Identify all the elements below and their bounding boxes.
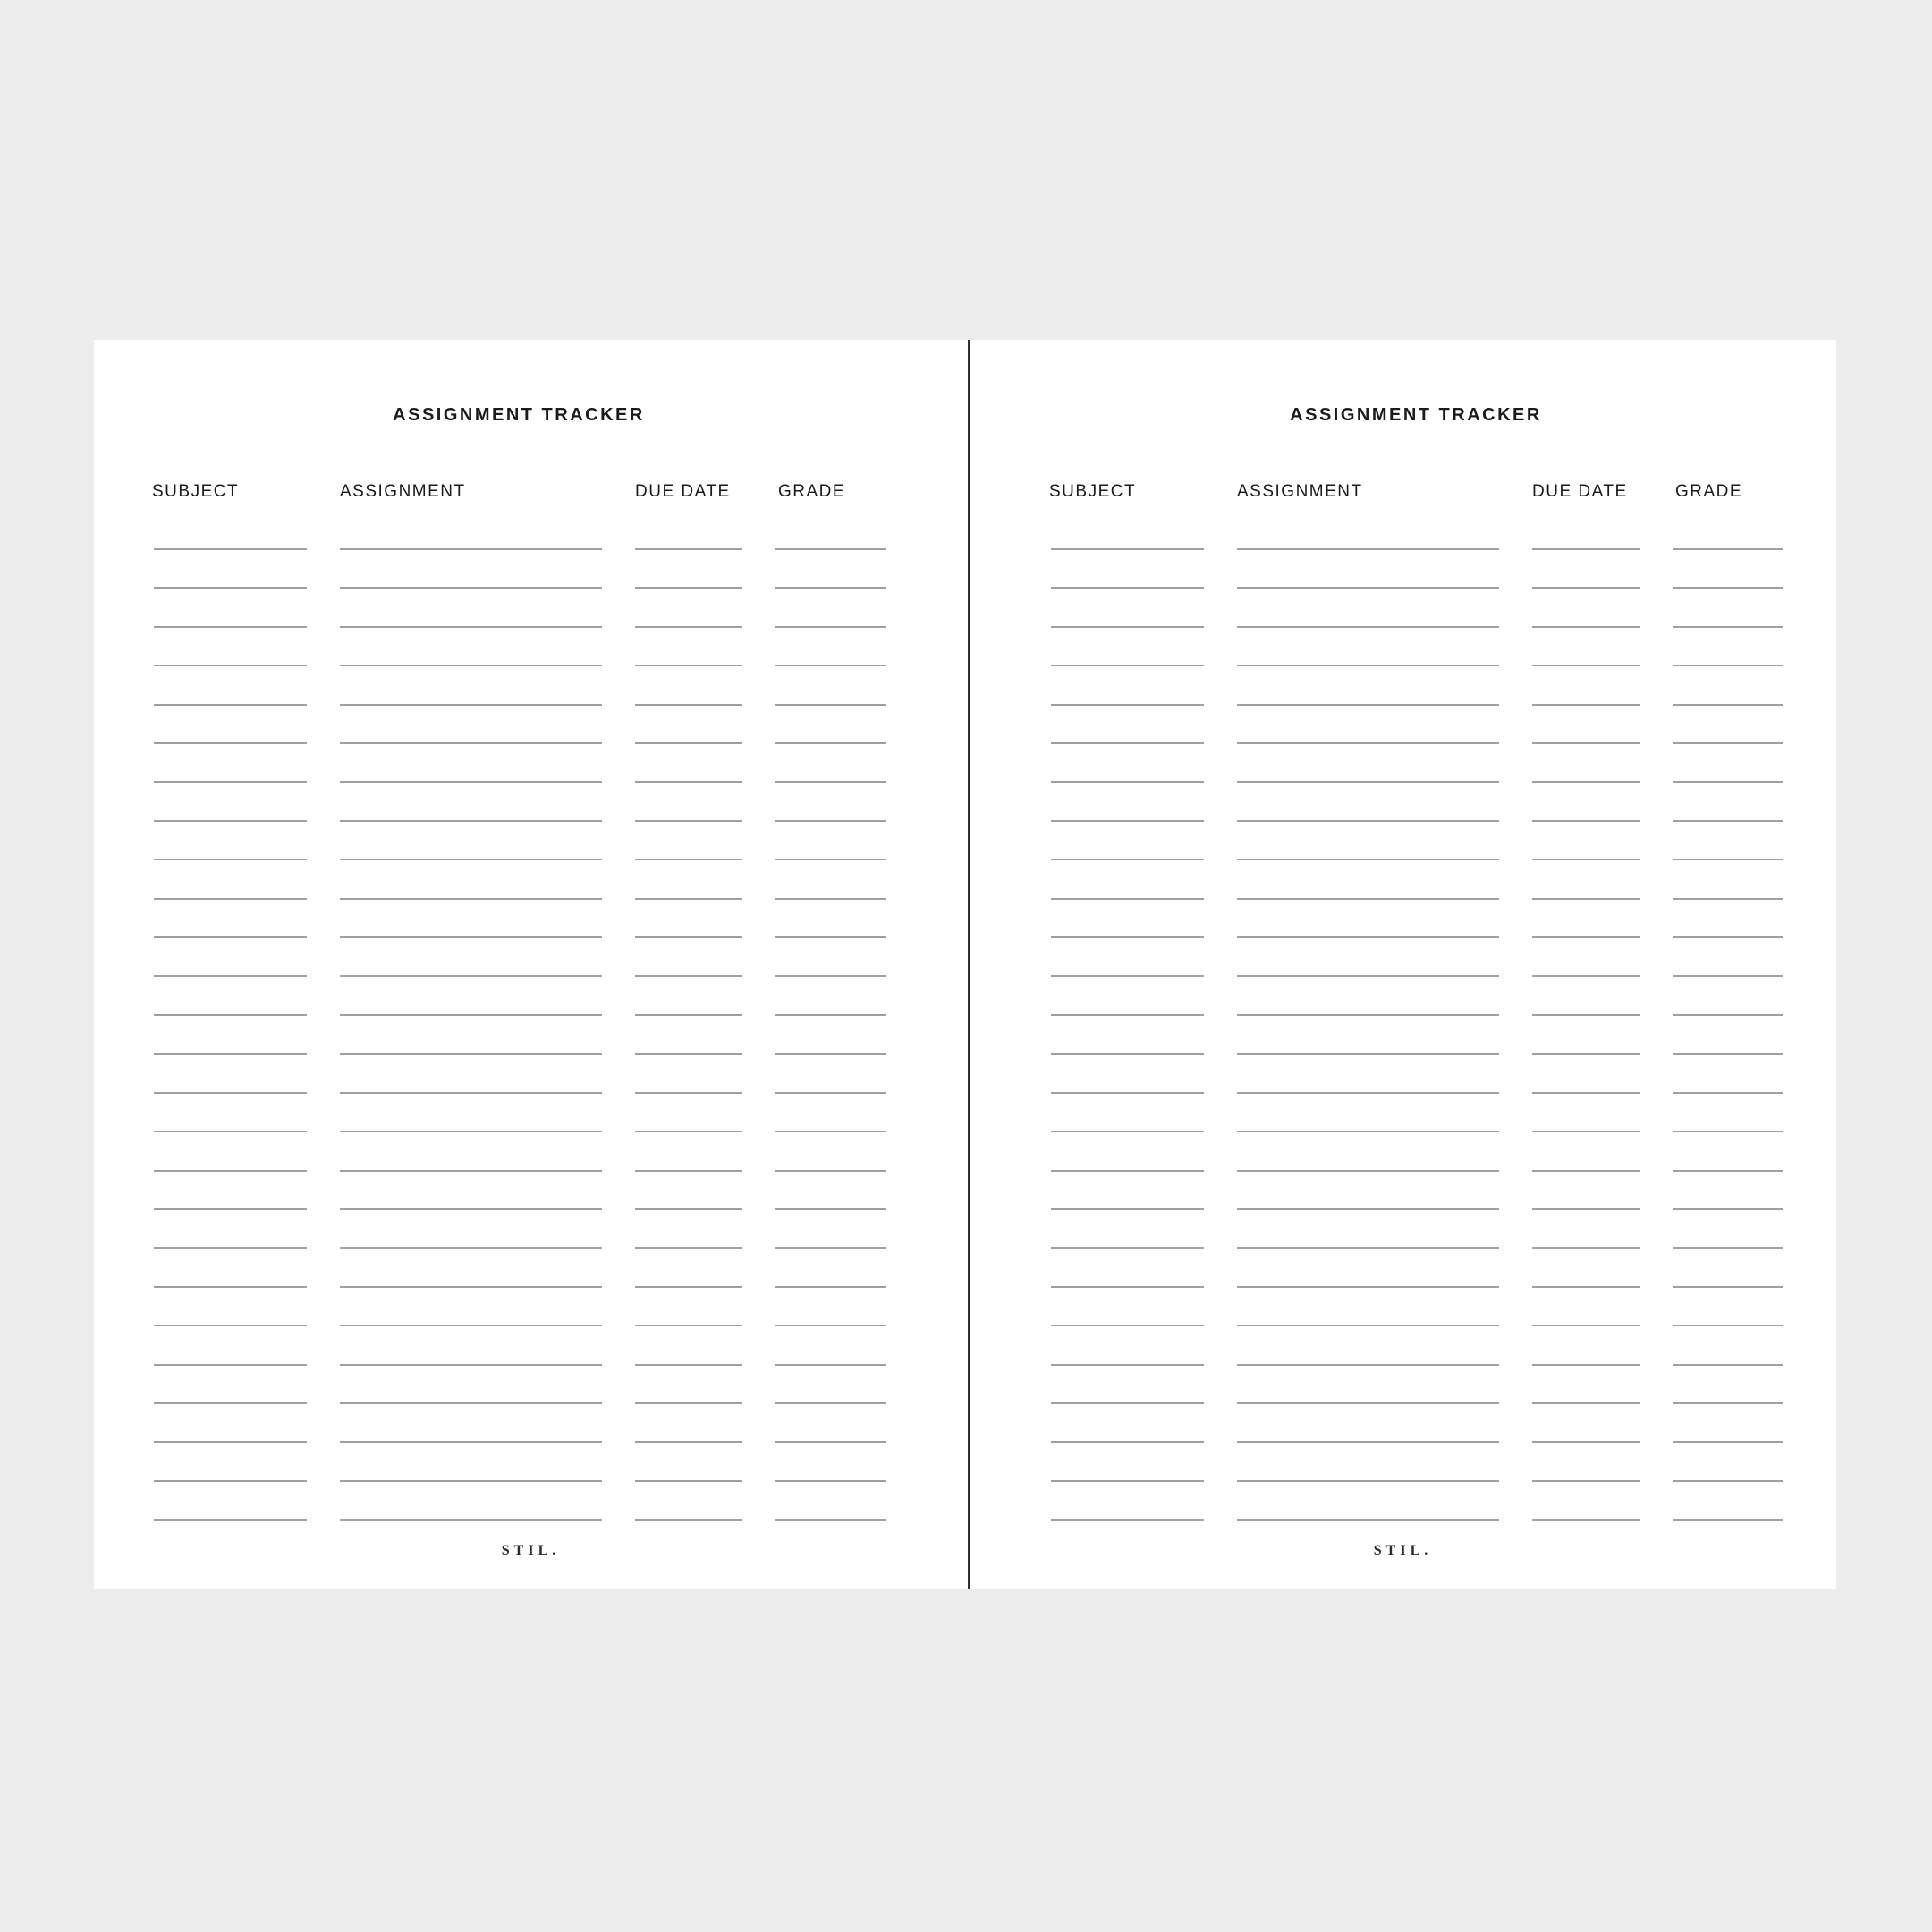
writing-line (1532, 1131, 1640, 1132)
writing-line (1673, 1325, 1783, 1326)
writing-line (775, 781, 886, 783)
writing-line (1237, 704, 1499, 706)
writing-line (340, 1402, 602, 1404)
writing-line (1673, 548, 1783, 550)
writing-line (154, 1286, 307, 1288)
ruled-row (1049, 936, 1783, 975)
writing-line (1532, 936, 1640, 938)
column-header-grade: GRADE (1675, 482, 1743, 501)
writing-line (1051, 704, 1204, 706)
page-left (94, 340, 968, 1589)
writing-line (635, 1053, 742, 1055)
writing-line (1532, 1092, 1640, 1094)
writing-line (340, 781, 602, 783)
writing-line (775, 1170, 886, 1172)
writing-line (154, 1092, 307, 1094)
writing-line (340, 1441, 602, 1443)
writing-line (1532, 626, 1640, 628)
writing-line (635, 1131, 742, 1132)
writing-line (1673, 626, 1783, 628)
page-right (970, 340, 1836, 1589)
writing-line (1237, 975, 1499, 977)
ruled-row (152, 1131, 886, 1169)
writing-line (340, 1364, 602, 1366)
writing-line (635, 975, 742, 977)
writing-line (1237, 1402, 1499, 1404)
writing-line (635, 548, 742, 550)
writing-line (340, 820, 602, 822)
writing-line (1051, 1286, 1204, 1288)
writing-line (1237, 1519, 1499, 1521)
writing-line (775, 975, 886, 977)
ruled-row (152, 975, 886, 1013)
writing-line (340, 1014, 602, 1016)
writing-line (1673, 704, 1783, 706)
writing-line (340, 936, 602, 938)
writing-line (340, 1208, 602, 1210)
writing-line (154, 742, 307, 744)
writing-line (1673, 898, 1783, 900)
writing-line (154, 1364, 307, 1366)
ruled-row (1049, 1092, 1783, 1131)
writing-line (1237, 587, 1499, 589)
column-header-grade: GRADE (778, 482, 846, 501)
writing-line (635, 1402, 742, 1404)
writing-line (635, 1441, 742, 1443)
writing-line (154, 1519, 307, 1521)
ruled-rows (152, 548, 886, 1558)
ruled-row (1049, 859, 1783, 897)
writing-line (340, 548, 602, 550)
writing-line (775, 1325, 886, 1326)
writing-line (340, 1092, 602, 1094)
writing-line (154, 1325, 307, 1326)
writing-line (1673, 1402, 1783, 1404)
writing-line (635, 1208, 742, 1210)
writing-line (1673, 936, 1783, 938)
ruled-row (1049, 548, 1783, 587)
writing-line (1532, 742, 1640, 744)
writing-line (340, 1480, 602, 1482)
writing-line (1051, 1441, 1204, 1443)
writing-line (1051, 1208, 1204, 1210)
writing-line (1673, 1480, 1783, 1482)
ruled-row (1049, 704, 1783, 742)
writing-line (1673, 1131, 1783, 1132)
writing-line (340, 742, 602, 744)
writing-line (1051, 665, 1204, 666)
writing-line (154, 936, 307, 938)
ruled-row (1049, 1325, 1783, 1363)
writing-line (1532, 1325, 1640, 1326)
writing-line (1532, 1480, 1640, 1482)
writing-line (1532, 665, 1640, 666)
writing-line (1673, 1208, 1783, 1210)
ruled-rows (1049, 548, 1783, 1558)
tracker-table (1049, 340, 1783, 1589)
writing-line (775, 587, 886, 589)
writing-line (1673, 665, 1783, 666)
writing-line (1532, 587, 1640, 589)
writing-line (1051, 859, 1204, 860)
writing-line (635, 626, 742, 628)
ruled-row (152, 1014, 886, 1053)
ruled-row (152, 1364, 886, 1402)
writing-line (1051, 742, 1204, 744)
ruled-row (152, 626, 886, 665)
writing-line (1237, 665, 1499, 666)
ruled-row (152, 1247, 886, 1285)
writing-line (1051, 1364, 1204, 1366)
page-title: ASSIGNMENT TRACKER (1290, 405, 1542, 425)
writing-line (1237, 1364, 1499, 1366)
writing-line (154, 1208, 307, 1210)
ruled-row (1049, 1441, 1783, 1479)
writing-line (1673, 781, 1783, 783)
writing-line (1051, 587, 1204, 589)
writing-line (1673, 587, 1783, 589)
ruled-row (152, 587, 886, 625)
ruled-row (1049, 1014, 1783, 1053)
writing-line (1051, 1402, 1204, 1404)
column-header-assignment: ASSIGNMENT (340, 482, 466, 501)
ruled-row (1049, 1480, 1783, 1519)
writing-line (1051, 1170, 1204, 1172)
writing-line (1673, 1092, 1783, 1094)
writing-line (775, 1364, 886, 1366)
column-header-due-date: DUE DATE (635, 482, 731, 501)
writing-line (154, 1131, 307, 1132)
writing-line (635, 742, 742, 744)
ruled-row (1049, 1170, 1783, 1208)
writing-line (1237, 1480, 1499, 1482)
writing-line (154, 781, 307, 783)
writing-line (1532, 1014, 1640, 1016)
writing-line (1532, 1441, 1640, 1443)
writing-line (154, 1480, 307, 1482)
column-header-due-date: DUE DATE (1532, 482, 1628, 501)
writing-line (340, 1170, 602, 1172)
writing-line (1673, 859, 1783, 860)
writing-line (635, 1014, 742, 1016)
writing-line (1237, 898, 1499, 900)
writing-line (1673, 820, 1783, 822)
writing-line (154, 859, 307, 860)
writing-line (1532, 548, 1640, 550)
ruled-row (152, 1441, 886, 1479)
ruled-row (1049, 626, 1783, 665)
writing-line (635, 1325, 742, 1326)
writing-line (154, 1247, 307, 1249)
writing-line (1237, 1053, 1499, 1055)
writing-line (1051, 820, 1204, 822)
ruled-row (152, 1208, 886, 1247)
writing-line (775, 1441, 886, 1443)
writing-line (1673, 1286, 1783, 1288)
tracker-table (152, 340, 886, 1589)
writing-line (775, 820, 886, 822)
writing-line (1237, 1247, 1499, 1249)
ruled-row (152, 704, 886, 742)
ruled-row (1049, 1402, 1783, 1441)
writing-line (1237, 1286, 1499, 1288)
writing-line (154, 820, 307, 822)
writing-line (635, 1170, 742, 1172)
writing-line (1532, 975, 1640, 977)
page-title: ASSIGNMENT TRACKER (393, 405, 645, 425)
writing-line (1532, 1519, 1640, 1521)
writing-line (635, 1364, 742, 1366)
writing-line (1237, 548, 1499, 550)
ruled-row (1049, 975, 1783, 1013)
writing-line (154, 1053, 307, 1055)
writing-line (340, 626, 602, 628)
writing-line (1051, 1519, 1204, 1521)
writing-line (1051, 936, 1204, 938)
writing-line (635, 1092, 742, 1094)
writing-line (1673, 1053, 1783, 1055)
writing-line (775, 1092, 886, 1094)
ruled-row (152, 820, 886, 859)
writing-line (635, 820, 742, 822)
writing-line (154, 665, 307, 666)
writing-line (1532, 898, 1640, 900)
writing-line (154, 1402, 307, 1404)
writing-line (1532, 1247, 1640, 1249)
brand-logo: STIL. (1373, 1543, 1433, 1558)
writing-line (775, 742, 886, 744)
ruled-row (1049, 1131, 1783, 1169)
writing-line (635, 859, 742, 860)
ruled-row (152, 1402, 886, 1441)
writing-line (775, 859, 886, 860)
writing-line (1673, 1014, 1783, 1016)
writing-line (775, 1053, 886, 1055)
writing-line (1051, 975, 1204, 977)
ruled-row (1049, 781, 1783, 819)
column-headers (1049, 483, 1783, 504)
writing-line (775, 1014, 886, 1016)
ruled-row (152, 1325, 886, 1363)
writing-line (1532, 781, 1640, 783)
ruled-row (152, 1170, 886, 1208)
writing-line (1237, 626, 1499, 628)
writing-line (775, 1208, 886, 1210)
writing-line (154, 898, 307, 900)
writing-line (1237, 859, 1499, 860)
writing-line (154, 1441, 307, 1443)
writing-line (1237, 742, 1499, 744)
writing-line (1051, 1325, 1204, 1326)
ruled-row (1049, 820, 1783, 859)
brand-logo: STIL. (501, 1543, 561, 1558)
writing-line (1051, 898, 1204, 900)
writing-line (1673, 1441, 1783, 1443)
writing-line (1532, 820, 1640, 822)
writing-line (1673, 742, 1783, 744)
writing-line (154, 548, 307, 550)
writing-line (635, 587, 742, 589)
ruled-row (152, 742, 886, 781)
column-headers (152, 483, 886, 504)
ruled-row (152, 548, 886, 587)
column-header-assignment: ASSIGNMENT (1237, 482, 1363, 501)
writing-line (635, 936, 742, 938)
writing-line (635, 665, 742, 666)
writing-line (1532, 859, 1640, 860)
ruled-row (152, 1286, 886, 1325)
writing-line (340, 898, 602, 900)
writing-line (1237, 1170, 1499, 1172)
writing-line (340, 704, 602, 706)
writing-line (154, 1170, 307, 1172)
ruled-row (1049, 665, 1783, 703)
writing-line (340, 859, 602, 860)
writing-line (1532, 1170, 1640, 1172)
writing-line (1532, 1286, 1640, 1288)
planner-spread (94, 340, 1836, 1589)
writing-line (775, 1519, 886, 1521)
writing-line (1237, 781, 1499, 783)
writing-line (775, 1480, 886, 1482)
writing-line (775, 1247, 886, 1249)
ruled-row (1049, 1247, 1783, 1285)
writing-line (1051, 548, 1204, 550)
writing-line (1051, 626, 1204, 628)
writing-line (154, 587, 307, 589)
writing-line (1051, 781, 1204, 783)
writing-line (635, 1247, 742, 1249)
ruled-row (152, 781, 886, 819)
writing-line (1237, 1014, 1499, 1016)
column-header-subject: SUBJECT (152, 482, 240, 501)
writing-line (154, 1014, 307, 1016)
writing-line (1532, 1208, 1640, 1210)
writing-line (775, 936, 886, 938)
ruled-row (152, 1480, 886, 1519)
writing-line (1673, 1247, 1783, 1249)
writing-line (340, 1053, 602, 1055)
writing-line (154, 626, 307, 628)
writing-line (635, 1480, 742, 1482)
writing-line (775, 1131, 886, 1132)
writing-line (340, 587, 602, 589)
writing-line (340, 1131, 602, 1132)
writing-line (1051, 1247, 1204, 1249)
writing-line (1532, 704, 1640, 706)
ruled-row (152, 1092, 886, 1131)
writing-line (1051, 1480, 1204, 1482)
writing-line (1237, 820, 1499, 822)
writing-line (340, 1519, 602, 1521)
ruled-row (1049, 742, 1783, 781)
writing-line (635, 704, 742, 706)
ruled-row (152, 665, 886, 703)
ruled-row (152, 1053, 886, 1091)
writing-line (1051, 1053, 1204, 1055)
column-header-subject: SUBJECT (1049, 482, 1137, 501)
writing-line (1237, 1325, 1499, 1326)
writing-line (635, 1519, 742, 1521)
ruled-row (152, 859, 886, 897)
writing-line (1051, 1092, 1204, 1094)
ruled-row (1049, 1208, 1783, 1247)
writing-line (340, 665, 602, 666)
writing-line (1237, 1131, 1499, 1132)
ruled-row (152, 936, 886, 975)
writing-line (1673, 1170, 1783, 1172)
writing-line (1237, 1092, 1499, 1094)
writing-line (775, 704, 886, 706)
writing-line (1673, 975, 1783, 977)
writing-line (635, 898, 742, 900)
ruled-row (1049, 1053, 1783, 1091)
writing-line (1051, 1014, 1204, 1016)
writing-line (1237, 1208, 1499, 1210)
writing-line (1532, 1053, 1640, 1055)
writing-line (1237, 936, 1499, 938)
ruled-row (1049, 1364, 1783, 1402)
writing-line (775, 1402, 886, 1404)
ruled-row (1049, 587, 1783, 625)
writing-line (775, 898, 886, 900)
ruled-row (1049, 898, 1783, 936)
writing-line (775, 626, 886, 628)
writing-line (1051, 1131, 1204, 1132)
ruled-row (1049, 1286, 1783, 1325)
writing-line (775, 665, 886, 666)
ruled-row (152, 898, 886, 936)
writing-line (775, 1286, 886, 1288)
writing-line (340, 1325, 602, 1326)
writing-line (635, 1286, 742, 1288)
writing-line (1673, 1519, 1783, 1521)
writing-line (340, 1286, 602, 1288)
writing-line (340, 975, 602, 977)
writing-line (635, 781, 742, 783)
writing-line (775, 548, 886, 550)
writing-line (1532, 1402, 1640, 1404)
writing-line (1673, 1364, 1783, 1366)
writing-line (154, 975, 307, 977)
writing-line (1237, 1441, 1499, 1443)
writing-line (154, 704, 307, 706)
writing-line (1532, 1364, 1640, 1366)
writing-line (340, 1247, 602, 1249)
